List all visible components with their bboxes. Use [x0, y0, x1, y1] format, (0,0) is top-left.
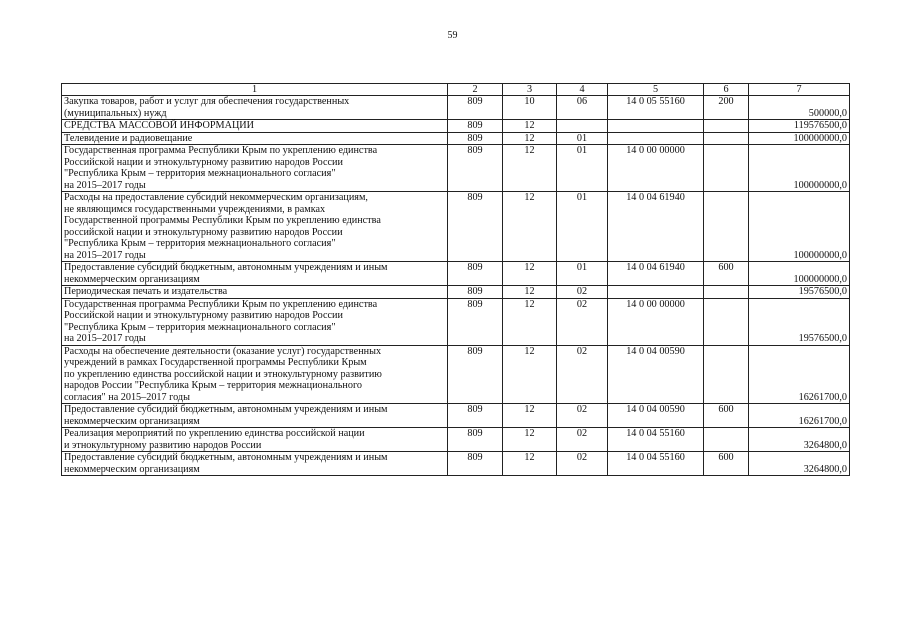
subsection-code-cell: 01 [557, 132, 608, 145]
row-name-cell [62, 286, 448, 299]
target-item-code-cell: 14 0 05 55160 [608, 96, 704, 120]
target-item-code-cell [608, 120, 704, 133]
row-name-line: российской нации и этнокультурному развитию народов России [64, 226, 343, 238]
subsection-code-cell: 02 [557, 452, 608, 476]
ministry-code-cell: 809 [448, 345, 503, 404]
target-item-code-cell: 14 0 04 61940 [608, 192, 704, 262]
section-code-cell: 12 [503, 132, 557, 145]
row-name-line: "Республика Крым – территория межнационального согласия" [64, 321, 336, 333]
amount-cell: 100000000,0 [749, 132, 850, 145]
section-code-cell: 12 [503, 404, 557, 428]
subsection-code-cell: 02 [557, 298, 608, 345]
section-code-cell: 12 [503, 298, 557, 345]
row-name-line: Периодическая печать и издательства [64, 286, 228, 297]
column-header-4: 4 [557, 84, 608, 96]
section-code-cell: 12 [503, 345, 557, 404]
subsection-code-cell: 02 [557, 286, 608, 299]
amount-cell: 100000000,0 [749, 192, 850, 262]
row-name-line: Телевидение и радиовещание [64, 132, 193, 144]
row-name-line: Государственная программа Республики Крым по укреплению единства [64, 298, 378, 310]
ministry-code-cell: 809 [448, 132, 503, 145]
ministry-code-cell: 809 [448, 96, 503, 120]
subsection-code-cell: 01 [557, 262, 608, 286]
row-name-cell [62, 120, 448, 133]
subsection-code-cell: 02 [557, 345, 608, 404]
section-code-cell: 12 [503, 452, 557, 476]
column-header-7: 7 [749, 84, 850, 96]
row-name-line: (муниципальных) нужд [64, 107, 167, 119]
expense-type-code-cell [704, 298, 749, 345]
table-row [62, 298, 850, 345]
row-name-cell [62, 96, 448, 120]
budget-table [61, 83, 850, 476]
ministry-code-cell: 809 [448, 298, 503, 345]
subsection-code-cell: 01 [557, 145, 608, 192]
row-name-cell [62, 192, 448, 262]
target-item-code-cell: 14 0 04 55160 [608, 428, 704, 452]
row-name-line: СРЕДСТВА МАССОВОЙ ИНФОРМАЦИИ [64, 120, 255, 131]
amount-cell: 119576500,0 [749, 120, 850, 133]
expense-type-code-cell [704, 145, 749, 192]
row-name-line: "Республика Крым – территория межнационального согласия" [64, 238, 336, 249]
expense-type-code-cell: 200 [704, 96, 749, 120]
row-name-line: Закупка товаров, работ и услуг для обеспечения государственных [64, 96, 350, 107]
target-item-code-cell [608, 286, 704, 299]
row-name-line: на 2015–2017 годы [64, 179, 146, 191]
table-row [62, 428, 850, 452]
table-row [62, 96, 850, 120]
amount-cell: 16261700,0 [749, 345, 850, 404]
row-name-line: Реализация мероприятий по укреплению единства российской нации [64, 428, 365, 439]
section-code-cell: 10 [503, 96, 557, 120]
table-row [62, 286, 850, 299]
row-name-line: Расходы на обеспечение деятельности (оказание услуг) государственных [64, 345, 382, 357]
row-name-line: учреждений в рамках Государственной программы Республики Крым [64, 357, 367, 368]
column-number-row [62, 84, 850, 96]
table-row [62, 132, 850, 145]
expense-type-code-cell [704, 428, 749, 452]
amount-cell: 100000000,0 [749, 145, 850, 192]
row-name-cell [62, 298, 448, 345]
ministry-code-cell: 809 [448, 145, 503, 192]
expense-type-code-cell [704, 132, 749, 145]
ministry-code-cell: 809 [448, 192, 503, 262]
row-name-line: Предоставление субсидий бюджетным, автономным учреждениям и иным [64, 262, 388, 273]
row-name-line: и этнокультурному развитию народов России [64, 439, 262, 451]
column-header-5: 5 [608, 84, 704, 96]
row-name-line: Государственная программа Республики Крым по укреплению единства [64, 145, 378, 156]
target-item-code-cell: 14 0 04 55160 [608, 452, 704, 476]
section-code-cell: 12 [503, 145, 557, 192]
target-item-code-cell [608, 132, 704, 145]
section-code-cell: 12 [503, 120, 557, 133]
section-code-cell: 12 [503, 286, 557, 299]
section-code-cell: 12 [503, 428, 557, 452]
row-name-line: не являющимся государственными учреждениями, в рамках [64, 203, 326, 215]
row-name-cell [62, 404, 448, 428]
target-item-code-cell: 14 0 04 61940 [608, 262, 704, 286]
table-row [62, 404, 850, 428]
section-code-cell: 12 [503, 262, 557, 286]
table-row [62, 145, 850, 192]
subsection-code-cell: 01 [557, 192, 608, 262]
column-header-3: 3 [503, 84, 557, 96]
amount-cell: 500000,0 [749, 96, 850, 120]
row-name-line: "Республика Крым – территория межнационального согласия" [64, 168, 336, 179]
table-row [62, 262, 850, 286]
ministry-code-cell: 809 [448, 262, 503, 286]
ministry-code-cell: 809 [448, 452, 503, 476]
row-name-cell [62, 345, 448, 404]
amount-cell: 3264800,0 [749, 452, 850, 476]
ministry-code-cell: 809 [448, 428, 503, 452]
row-name-line: на 2015–2017 годы [64, 333, 146, 344]
subsection-code-cell: 06 [557, 96, 608, 120]
row-name-line: Государственной программы Республики Крым по укреплению единства [64, 215, 381, 226]
target-item-code-cell: 14 0 00 00000 [608, 145, 704, 192]
amount-cell: 19576500,0 [749, 298, 850, 345]
target-item-code-cell: 14 0 04 00590 [608, 345, 704, 404]
row-name-cell [62, 132, 448, 145]
column-header-2: 2 [448, 84, 503, 96]
ministry-code-cell: 809 [448, 286, 503, 299]
expense-type-code-cell [704, 192, 749, 262]
row-name-line: народов России "Республика Крым – территория межнационального [64, 380, 362, 391]
row-name-cell [62, 452, 448, 476]
row-name-line: на 2015–2017 годы [64, 249, 146, 261]
table-body [62, 84, 850, 476]
row-name-line: Предоставление субсидий бюджетным, автономным учреждениям и иным [64, 452, 388, 463]
subsection-code-cell [557, 120, 608, 133]
expense-type-code-cell [704, 120, 749, 133]
expense-type-code-cell [704, 345, 749, 404]
expense-type-code-cell [704, 286, 749, 299]
expense-type-code-cell: 600 [704, 452, 749, 476]
row-name-cell [62, 145, 448, 192]
amount-cell: 16261700,0 [749, 404, 850, 428]
row-name-line: Предоставление субсидий бюджетным, автономным учреждениям и иным [64, 404, 388, 415]
expense-type-code-cell: 600 [704, 262, 749, 286]
row-name-line: некоммерческим организациям [64, 273, 200, 285]
table-row [62, 192, 850, 262]
target-item-code-cell: 14 0 00 00000 [608, 298, 704, 345]
table-row [62, 120, 850, 133]
ministry-code-cell: 809 [448, 404, 503, 428]
row-name-line: Российской нации и этнокультурному развитию народов России [64, 310, 343, 321]
column-header-6: 6 [704, 84, 749, 96]
row-name-line: согласия" на 2015–2017 годы [64, 391, 190, 403]
amount-cell: 100000000,0 [749, 262, 850, 286]
ministry-code-cell: 809 [448, 120, 503, 133]
row-name-line: по укреплению единства российской нации и этнокультурному развитию [64, 368, 382, 380]
table-row [62, 452, 850, 476]
subsection-code-cell: 02 [557, 428, 608, 452]
row-name-line: Российской нации и этнокультурному развитию народов России [64, 156, 343, 168]
row-name-cell [62, 262, 448, 286]
section-code-cell: 12 [503, 192, 557, 262]
row-name-line: Расходы на предоставление субсидий некоммерческим организациям, [64, 192, 368, 203]
subsection-code-cell: 02 [557, 404, 608, 428]
amount-cell: 19576500,0 [749, 286, 850, 299]
row-name-line: некоммерческим организациям [64, 415, 200, 427]
column-header-1: 1 [62, 84, 448, 96]
target-item-code-cell: 14 0 04 00590 [608, 404, 704, 428]
table-row [62, 345, 850, 404]
amount-cell: 3264800,0 [749, 428, 850, 452]
page-number: 59 [447, 30, 458, 41]
row-name-line: некоммерческим организациям [64, 463, 200, 475]
expense-type-code-cell: 600 [704, 404, 749, 428]
row-name-cell [62, 428, 448, 452]
